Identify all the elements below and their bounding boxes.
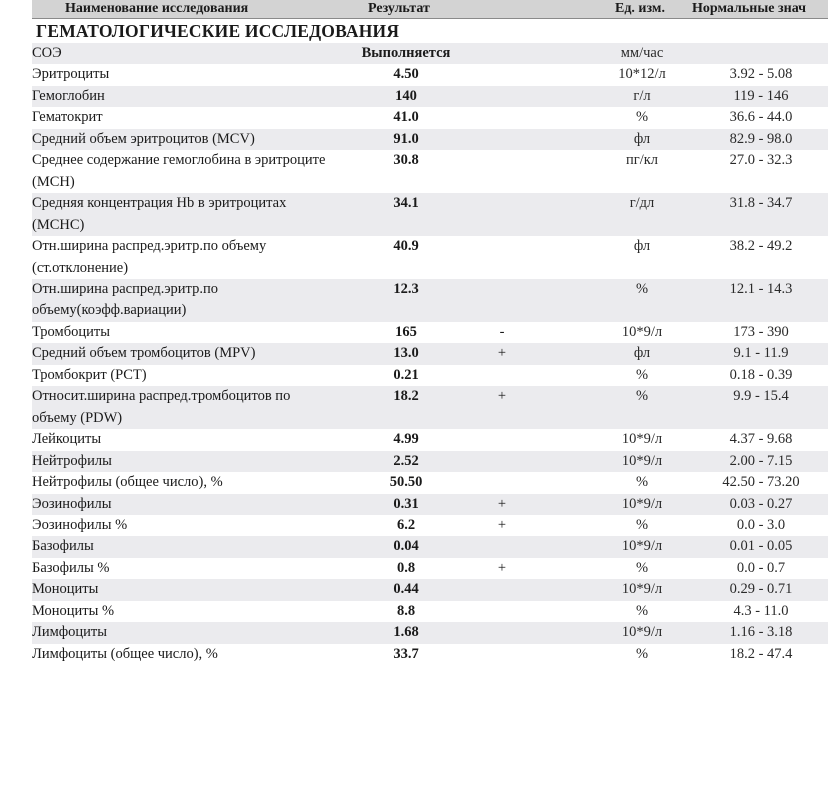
header-norm: Нормальные знач <box>692 1 807 16</box>
test-name: Гематокрит <box>32 109 103 126</box>
test-unit: % <box>635 602 649 619</box>
test-flag: - <box>499 323 505 340</box>
test-unit: 10*12/л <box>618 66 666 83</box>
test-norm: 4.3 - 11.0 <box>733 602 789 619</box>
test-norm: 0.0 - 0.7 <box>736 559 786 576</box>
test-unit: 10*9/л <box>621 624 663 641</box>
test-name: Тромбоциты <box>32 323 110 340</box>
table-row <box>32 193 828 236</box>
table-row <box>32 601 828 622</box>
test-result: 13.0 <box>393 345 419 362</box>
test-unit: пг/кл <box>625 152 659 169</box>
table-row <box>32 494 828 515</box>
test-unit: % <box>635 366 649 383</box>
table-row <box>32 472 828 493</box>
test-norm: 27.0 - 32.3 <box>729 152 793 169</box>
test-name: Эозинофилы <box>32 495 112 512</box>
test-norm: 173 - 390 <box>733 323 789 340</box>
test-name: Эозинофилы % <box>32 516 128 533</box>
table-row <box>32 64 828 85</box>
test-unit: фл <box>633 345 651 362</box>
table-row <box>32 322 828 343</box>
test-result: Выполняется <box>361 45 451 61</box>
test-result: 0.04 <box>393 538 419 555</box>
test-norm: 0.29 - 0.71 <box>729 581 793 598</box>
test-norm: 12.1 - 14.3 <box>729 280 793 297</box>
table-row <box>32 579 828 600</box>
test-result: 18.2 <box>393 388 419 405</box>
test-name: Нейтрофилы (общее число), % <box>32 474 223 491</box>
test-result: 41.0 <box>393 109 419 126</box>
test-result: 0.8 <box>396 559 416 576</box>
test-name: Средняя концентрация Hb в эритроцитах (MCHC) <box>32 195 287 233</box>
test-unit: фл <box>633 238 651 255</box>
test-name: Гемоглобин <box>32 87 105 104</box>
test-norm: 0.01 - 0.05 <box>729 538 793 555</box>
test-name: Базофилы % <box>32 559 110 576</box>
test-result: 140 <box>395 87 417 104</box>
table-row <box>32 386 828 429</box>
test-unit: 10*9/л <box>621 431 663 448</box>
test-unit: 10*9/л <box>621 581 663 598</box>
section-title: ГЕМАТОЛОГИЧЕСКИЕ ИССЛЕДОВАНИЯ <box>36 21 400 41</box>
test-result: 0.44 <box>393 581 419 598</box>
test-flag: + <box>497 345 507 362</box>
test-flag: + <box>497 559 507 576</box>
test-norm: 42.50 - 73.20 <box>722 474 800 491</box>
test-unit: % <box>635 645 649 662</box>
table-row <box>32 279 828 322</box>
table-row <box>32 43 828 64</box>
table-row <box>32 429 828 450</box>
test-name: Средний объем тромбоцитов (MPV) <box>32 345 256 362</box>
test-result: 4.99 <box>393 431 419 448</box>
test-unit: г/дл <box>629 195 655 212</box>
test-result: 1.68 <box>393 624 419 641</box>
test-name: Отн.ширина распред.эритр.по объему (ст.отклонение) <box>32 238 267 276</box>
test-unit: 10*9/л <box>621 452 663 469</box>
test-unit: 10*9/л <box>621 495 663 512</box>
test-unit: % <box>635 559 649 576</box>
test-name: Относит.ширина распред.тромбоцитов по объему (PDW) <box>32 388 291 426</box>
test-norm: 0.0 - 3.0 <box>736 516 786 533</box>
test-result: 4.50 <box>393 66 419 83</box>
test-result: 30.8 <box>393 152 419 169</box>
test-norm: 9.9 - 15.4 <box>733 388 789 405</box>
test-name: Нейтрофилы <box>32 452 112 469</box>
test-name: Средний объем эритроцитов (MCV) <box>32 130 255 147</box>
test-norm: 4.37 - 9.68 <box>729 431 793 448</box>
test-name: СОЭ <box>32 45 62 61</box>
test-result: 91.0 <box>393 130 419 147</box>
test-flag: + <box>497 495 507 512</box>
test-norm: 0.18 - 0.39 <box>729 366 793 383</box>
test-result: 2.52 <box>393 452 419 469</box>
test-norm: 38.2 - 49.2 <box>729 238 793 255</box>
table-row <box>32 129 828 150</box>
test-unit: % <box>635 280 649 297</box>
test-norm: 1.16 - 3.18 <box>729 624 793 641</box>
test-name: Лимфоциты <box>32 624 108 641</box>
header-result: Результат <box>368 1 430 16</box>
test-unit: г/л <box>633 87 651 104</box>
table-row <box>32 107 828 128</box>
test-result: 50.50 <box>389 474 423 491</box>
table-row <box>32 451 828 472</box>
test-norm: 9.1 - 11.9 <box>733 345 789 362</box>
test-result: 12.3 <box>393 280 419 297</box>
table-row <box>32 515 828 536</box>
test-name: Лейкоциты <box>32 431 102 448</box>
test-name: Отн.ширина распред.эритр.по объему(коэфф.вариации) <box>32 280 218 319</box>
table-row <box>32 644 828 665</box>
test-norm: 119 - 146 <box>733 87 789 104</box>
test-result: 0.31 <box>393 495 419 512</box>
test-name: Тромбокрит (PCT) <box>32 366 147 383</box>
test-name: Лимфоциты (общее число), % <box>32 645 218 662</box>
test-norm: 36.6 - 44.0 <box>729 109 793 126</box>
test-unit: 10*9/л <box>621 323 663 340</box>
test-norm: 18.2 - 47.4 <box>729 645 793 662</box>
test-unit: 10*9/л <box>621 538 663 555</box>
test-name: Эритроциты <box>32 66 110 83</box>
test-result: 0.21 <box>393 366 419 383</box>
test-result: 34.1 <box>393 195 419 212</box>
test-norm: 31.8 - 34.7 <box>729 195 793 212</box>
table-row <box>32 86 828 107</box>
test-norm: 3.92 - 5.08 <box>729 66 793 83</box>
table-row <box>32 536 828 557</box>
test-norm: 82.9 - 98.0 <box>729 130 793 147</box>
header-name: Наименование исследования <box>65 1 249 16</box>
test-result: 33.7 <box>393 645 419 662</box>
test-result: 40.9 <box>393 238 419 255</box>
test-name: Среднее содержание гемоглобина в эритроците (MCH) <box>32 152 326 190</box>
test-norm: 0.03 - 0.27 <box>729 495 793 512</box>
header-unit: Ед. изм. <box>615 1 665 16</box>
test-unit: % <box>635 109 649 126</box>
test-unit: мм/час <box>620 45 664 61</box>
test-unit: % <box>635 388 649 405</box>
test-name: Моноциты % <box>32 602 115 619</box>
table-header <box>32 0 828 19</box>
table-row <box>32 150 828 193</box>
test-unit: % <box>635 474 649 491</box>
test-flag: + <box>497 516 507 533</box>
test-flag: + <box>497 388 507 405</box>
results-table <box>32 43 828 665</box>
table-row <box>32 236 828 279</box>
test-result: 165 <box>395 323 417 340</box>
test-result: 6.2 <box>396 516 416 533</box>
table-row <box>32 622 828 643</box>
table-row <box>32 365 828 386</box>
table-row <box>32 558 828 579</box>
test-name: Базофилы <box>32 538 94 555</box>
test-result: 8.8 <box>396 602 416 619</box>
test-name: Моноциты <box>32 581 99 598</box>
test-norm: 2.00 - 7.15 <box>729 452 793 469</box>
table-row <box>32 343 828 364</box>
test-unit: фл <box>633 130 651 147</box>
test-unit: % <box>635 516 649 533</box>
